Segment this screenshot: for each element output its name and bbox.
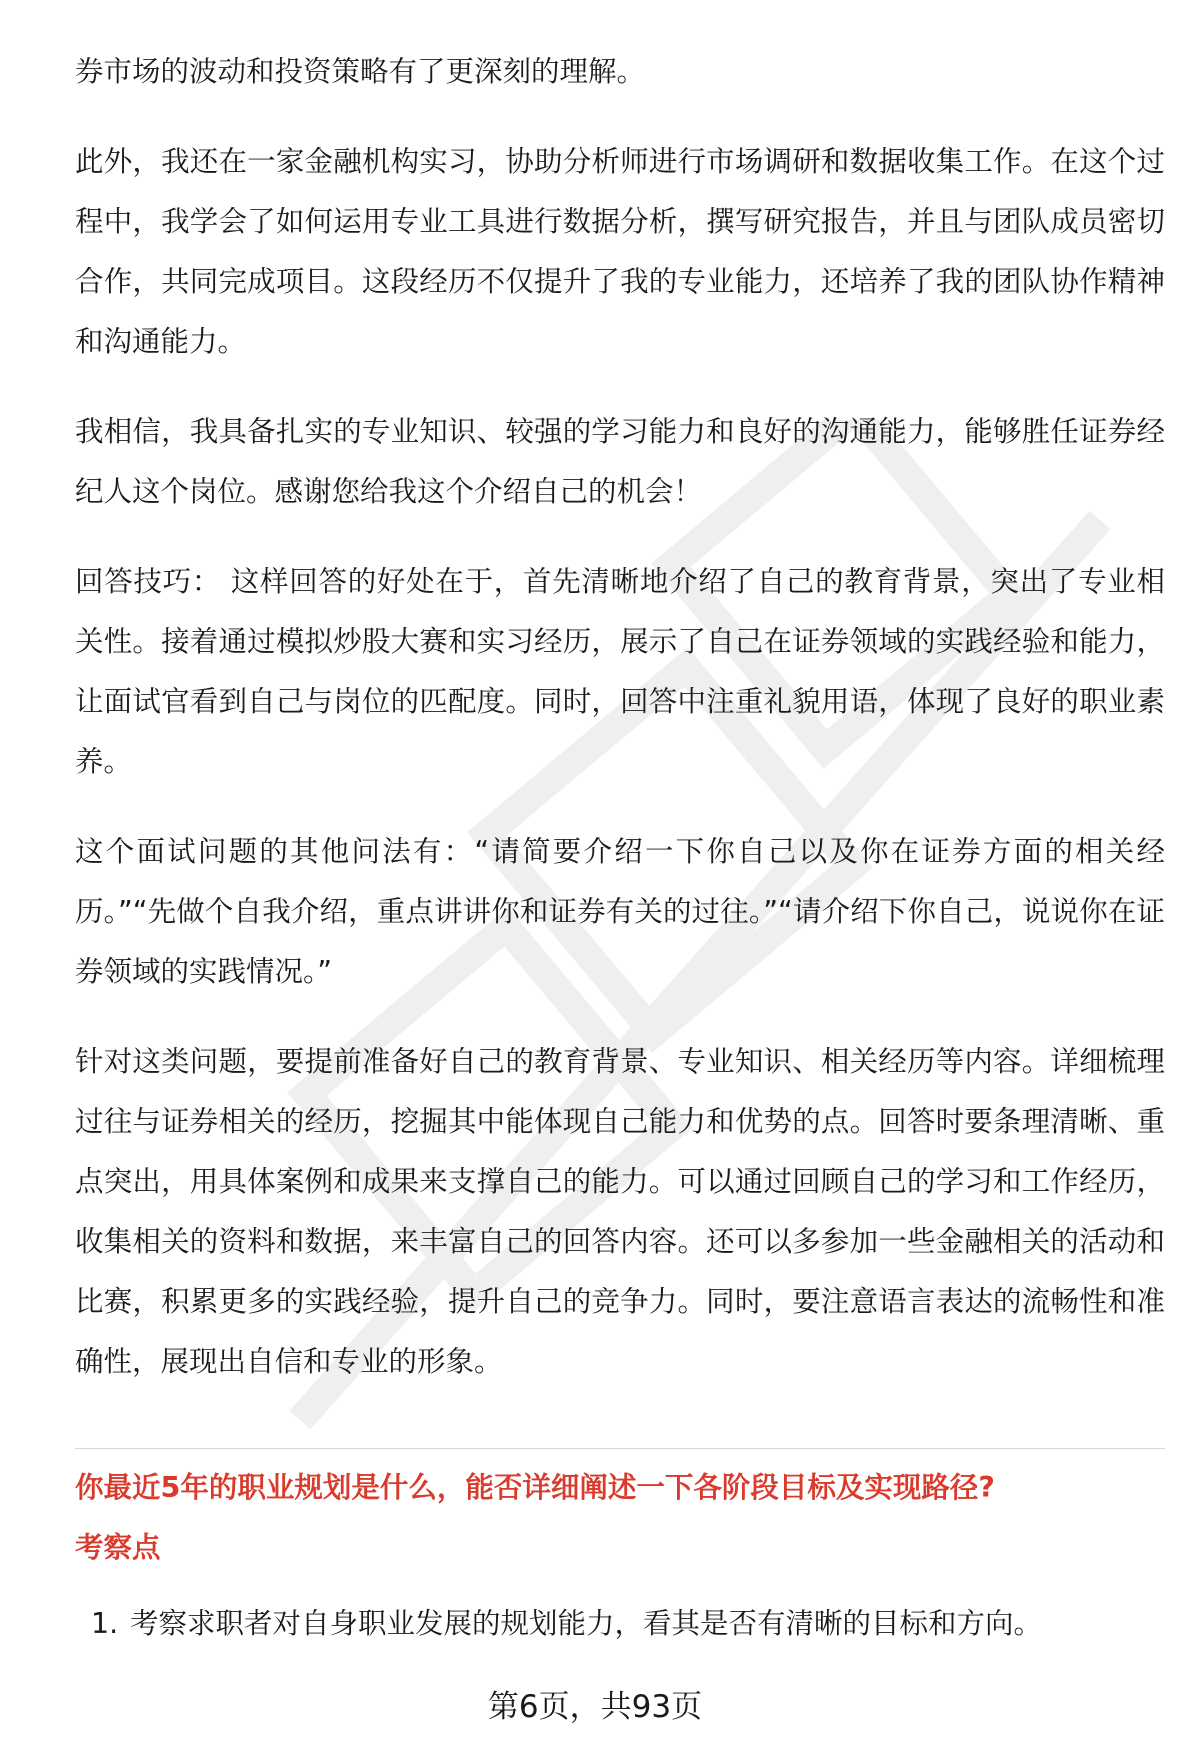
paragraph: 券市场的波动和投资策略有了更深刻的理解。 (75, 55, 646, 88)
page-number: 第6页，共93页 (487, 1689, 703, 1725)
paragraph: 我相信，我具备扎实的专业知识、较强的学习能力和良好的沟通能力，能够胜任证券经纪人这个岗位。感谢您给我这个介绍自己的机会！ (75, 415, 1165, 508)
preparation-advice-paragraph: 针对这类问题，要提前准备好自己的教育背景、专业知识、相关经历等内容。详细梳理过往与证券相关的经历，挖掘其中能体现自己能力和优势的点。回答时要条理清晰、重点突出，用具体案例和成果来支撑自己的能力。可以通过回顾自己的学习和工作经历，收集相关的资料和数据，来丰富自己的回答内容。还可以多参加一些金融相关的活动和比赛，积累更多的实践经验，提升自己的竞争力。同时，要注意语言表达的流畅性和准确性，展现出自信和专业的形象。 (75, 1045, 1165, 1378)
assessment-points-list (75, 1596, 1165, 1652)
assessment-points-label: 考察点 (75, 1531, 161, 1564)
question-heading: 你最近5年的职业规划是什么，能否详细阐述一下各阶段目标及实现路径? (75, 1471, 995, 1504)
list-item-text: 考察求职者对自身职业发展的规划能力，看其是否有清晰的目标和方向。 (130, 1607, 1043, 1640)
list-item-number: 1. (91, 1607, 119, 1640)
alternative-questions-paragraph: 这个面试问题的其他问法有：“请简要介绍一下你自己以及你在证券方面的相关经历。”“先做个自我介绍，重点讲讲你和证券有关的过往。”“请介绍下你自己，说说你在证券领域的实践情况。” (75, 835, 1165, 988)
list-item (75, 1596, 1165, 1652)
section-divider (75, 1448, 1165, 1449)
paragraph: 此外，我还在一家金融机构实习，协助分析师进行市场调研和数据收集工作。在这个过程中，我学会了如何运用专业工具进行数据分析，撰写研究报告，并且与团队成员密切合作，共同完成项目。这段经历不仅提升了我的专业能力，还培养了我的团队协作精神和沟通能力。 (75, 145, 1165, 358)
answer-tips-paragraph: 回答技巧： 这样回答的好处在于，首先清晰地介绍了自己的教育背景，突出了专业相关性。接着通过模拟炒股大赛和实习经历，展示了自己在证券领域的实践经验和能力，让面试官看到自己与岗位的匹配度。同时，回答中注重礼貌用语，体现了良好的职业素养。 (75, 565, 1165, 778)
